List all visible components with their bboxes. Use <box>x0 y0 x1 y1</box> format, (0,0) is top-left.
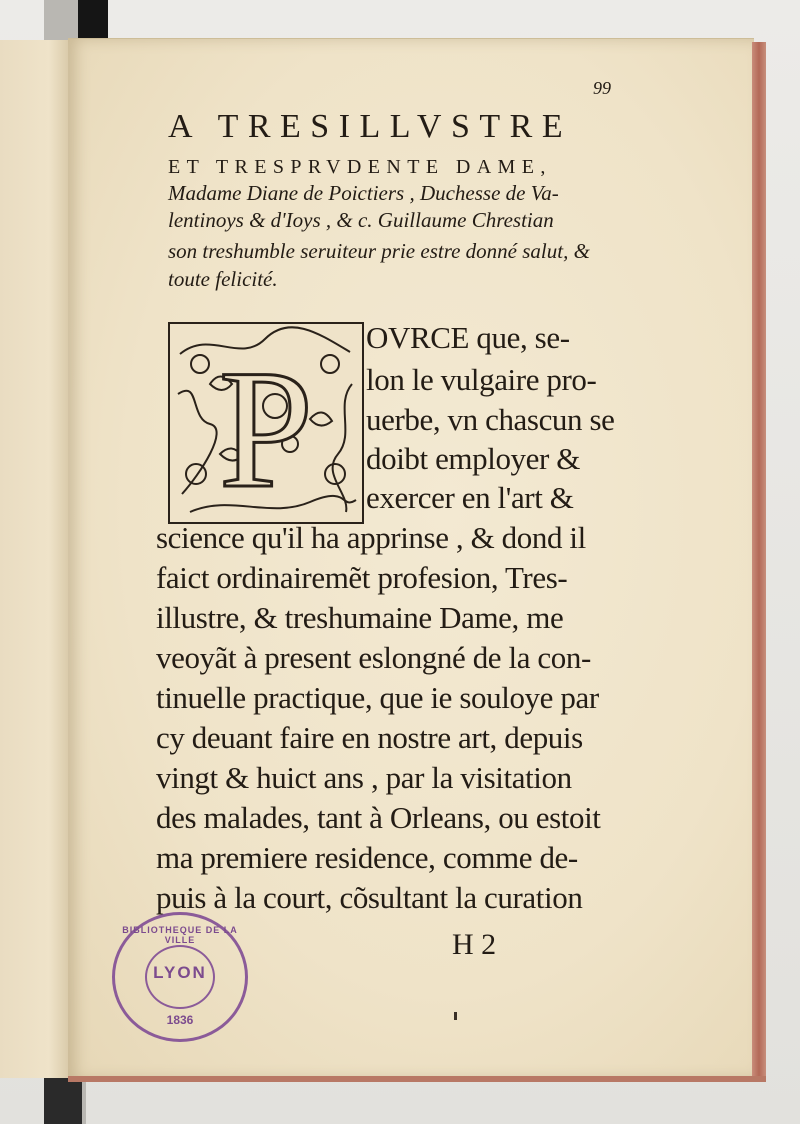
body-line: exercer en l'art & <box>366 480 574 515</box>
body-line: illustre, & treshumaine Dame, me <box>156 600 564 635</box>
decorated-initial <box>168 322 364 524</box>
body-line: OVRCE que, se- <box>366 320 570 355</box>
dedication-line: Madame Diane de Poictiers , Duchesse de Va- <box>168 181 559 205</box>
body-line: puis à la court, cõsultant la curation <box>156 880 583 915</box>
page-edge-red <box>752 42 766 1080</box>
binding-shadow <box>78 0 108 40</box>
body-line: des malades, tant à Orleans, ou estoit <box>156 800 601 835</box>
body-line: veoyãt à present eslongné de la con- <box>156 640 591 675</box>
body-line: ma premiere residence, comme de- <box>156 840 578 875</box>
signature-mark: H 2 <box>452 928 497 961</box>
body-line: doibt employer & <box>366 441 581 476</box>
body-line: uerbe, vn chascun se <box>366 402 615 437</box>
body-line: science qu'il ha apprinse , & dond il <box>156 520 586 555</box>
library-stamp <box>112 912 248 1042</box>
dedication-line: son treshumble seruiteur prie estre donné salut, & <box>168 239 590 263</box>
page-bottom-edge <box>68 1076 766 1082</box>
body-line: faict ordinairemẽt profesion, Tres- <box>156 560 568 595</box>
folio-number: 99 <box>593 78 611 98</box>
body-line: vingt & huict ans , par la visitation <box>156 760 572 795</box>
stamp-ring-text: BIBLIOTHEQUE DE LA VILLE <box>122 925 238 945</box>
body-line: lon le vulgaire pro- <box>366 362 597 397</box>
stamp-city: LYON <box>153 963 207 982</box>
binding-shadow-bottom <box>44 1075 82 1124</box>
heading-line-2: ET TRESPRVDENTE DAME, <box>168 156 552 178</box>
dedication-line: toute felicité. <box>168 267 278 291</box>
ink-speck <box>454 1012 457 1020</box>
floral-ornament-icon <box>170 324 362 522</box>
left-page-edge <box>0 40 71 1078</box>
dedication-line: lentinoys & d'Ioys , & c. Guillaume Chrestian <box>168 208 554 232</box>
stamp-year: 1836 <box>166 1013 194 1027</box>
heading-line-1: A TRESILLVSTRE <box>168 108 573 145</box>
body-line: cy deuant faire en nostre art, depuis <box>156 720 583 755</box>
initial-letter: P <box>218 335 314 522</box>
body-line: tinuelle practique, que ie souloye par <box>156 680 599 715</box>
